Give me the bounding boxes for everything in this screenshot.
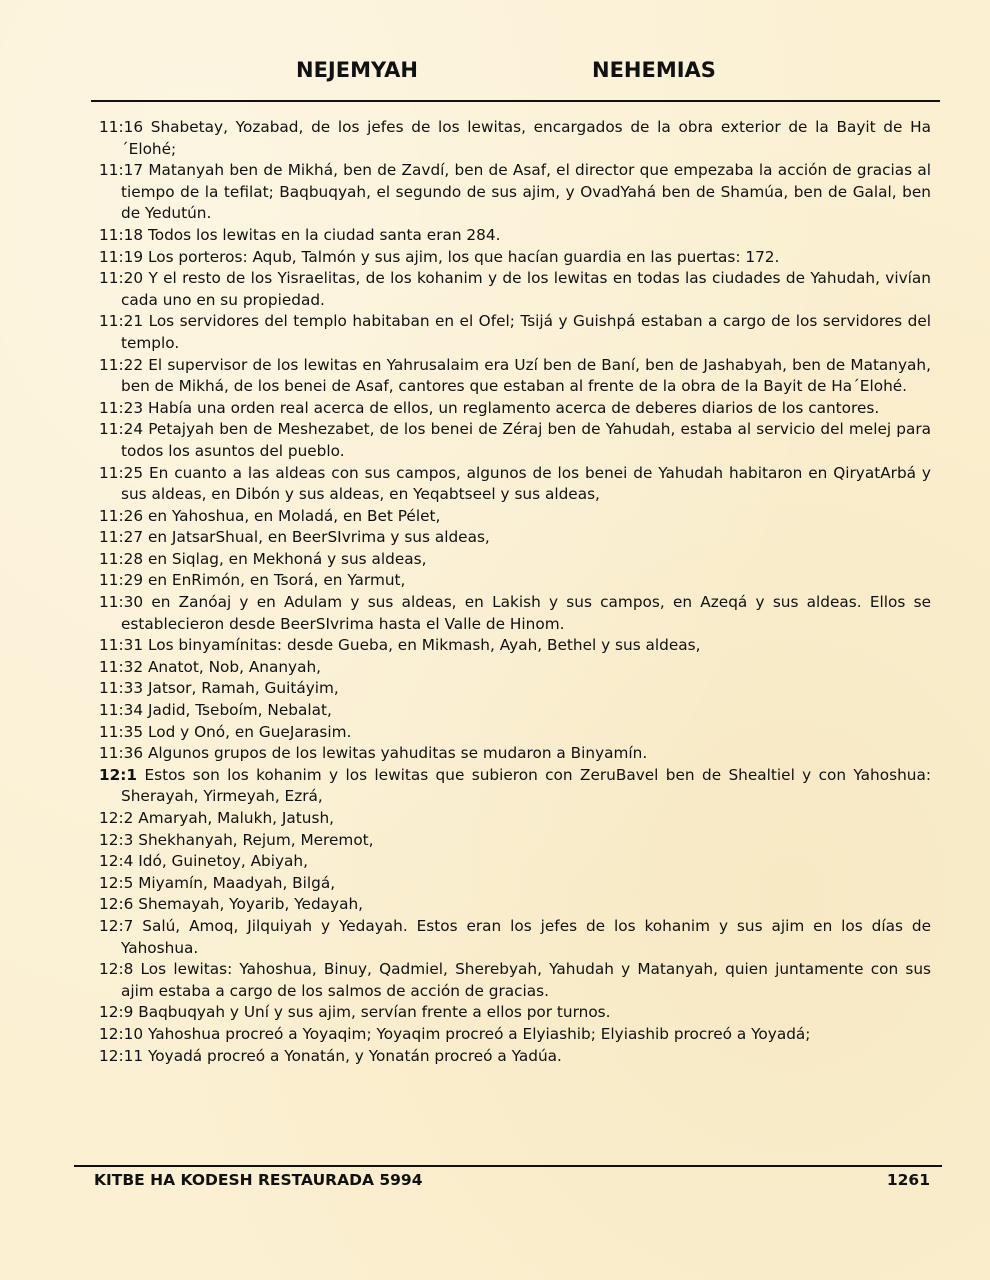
verse (99, 851, 931, 873)
verse-text: Los servidores del templo habitaban en el Ofel; Tsijá y Guishpá estaban a cargo de los servidores del templo. (121, 312, 931, 352)
verse (99, 830, 931, 852)
verse-reference: 11:21 (99, 312, 144, 331)
verse (99, 808, 931, 830)
verse (99, 160, 931, 225)
verse (99, 592, 931, 635)
verse-reference: 12:1 (99, 765, 138, 784)
verse-text: Shekhanyah, Rejum, Meremot, (138, 830, 374, 849)
verse (99, 117, 931, 160)
verse-reference: 11:33 (99, 679, 144, 698)
page-header (0, 58, 990, 92)
verse (99, 225, 931, 247)
verse-text: El supervisor de los lewitas en Yahrusalaim era Uzí ben de Baní, ben de Jashabyah, ben de Matanyah, ben de Mikhá, de los benei de Asaf, cantores que estaban al frente de la obra de la Bayit de Ha´Elohé. (121, 355, 931, 396)
verse (99, 527, 931, 549)
verse (99, 570, 931, 592)
verse-text: Los lewitas: Yahoshua, Binuy, Qadmiel, Sherebyah, Yahudah y Matanyah, quien juntamente con sus ajim estaba a cargo de los salmos de acción de gracias. (121, 960, 931, 1000)
verse-list (99, 117, 931, 1067)
verse-text: En cuanto a las aldeas con sus campos, algunos de los benei de Yahudah habitaron en QiryatArbá y sus aldeas, en Dibón y sus aldeas, en Yeqabtseel y sus aldeas, (121, 463, 931, 504)
verse (99, 355, 931, 398)
verse-reference: 11:35 (99, 722, 144, 741)
verse (99, 894, 931, 916)
verse-text: Shabetay, Yozabad, de los jefes de los lewitas, encargados de la obra exterior de la Bayit de Ha´Elohé; (121, 118, 931, 158)
verse-reference: 11:22 (99, 355, 144, 374)
verse-reference: 11:23 (99, 398, 144, 417)
verse (99, 1046, 931, 1068)
verse (99, 700, 931, 722)
verse-text: Jadid, Tseboím, Nebalat, (147, 701, 332, 720)
verse-reference: 11:29 (99, 571, 144, 590)
verse-text: Y el resto de los Yisraelitas, de los kohanim y de los lewitas en todas las ciudades de Yahudah, vivían cada uno en su propiedad. (121, 269, 931, 309)
verse-reference: 12:3 (99, 830, 134, 849)
verse-reference: 11:28 (99, 549, 144, 568)
verse-reference: 11:30 (99, 593, 144, 612)
verse-text: Los porteros: Aqub, Talmón y sus ajim, los que hacían guardia en las puertas: 172. (147, 247, 780, 266)
verse-reference: 12:10 (99, 1024, 144, 1043)
verse-text: Yoyadá procreó a Yonatán, y Yonatán procreó a Yadúa. (147, 1046, 562, 1065)
verse-text: Miyamín, Maadyah, Bilgá, (138, 873, 336, 892)
verse-reference: 11:26 (99, 506, 144, 525)
verse (99, 311, 931, 354)
verse-text: Los binyamínitas: desde Gueba, en Mikmash, Ayah, Bethel y sus aldeas, (147, 636, 701, 655)
verse-text: Había una orden real acerca de ellos, un reglamento acerca de deberes diarios de los cantores. (147, 398, 880, 417)
verse-reference: 11:16 (99, 118, 144, 136)
verse-reference: 12:11 (99, 1046, 144, 1065)
verse (99, 247, 931, 269)
verse-text: Jatsor, Ramah, Guitáyim, (147, 679, 339, 698)
verse (99, 549, 931, 571)
verse-reference: 11:18 (99, 225, 144, 244)
verse-text: en EnRimón, en Tsorá, en Yarmut, (147, 571, 406, 590)
footer-divider (74, 1165, 942, 1167)
verse-reference: 12:5 (99, 873, 134, 892)
verse-text: en JatsarShual, en BeerSIvrima y sus aldeas, (147, 528, 490, 547)
verse-reference: 11:32 (99, 657, 144, 676)
verse-text: Petajyah ben de Meshezabet, de los benei de Zéraj ben de Yahudah, estaba al servicio del melej para todos los asuntos del pueblo. (121, 420, 931, 460)
verse-text: Matanyah ben de Mikhá, ben de Zavdí, ben de Asaf, el director que empezaba la acción de gracias al tiempo de la tefilat; Baqbuqyah, el segundo de sus ajim, y OvadYahá ben de Shamúa, ben de Galal, ben de Yedutún. (121, 161, 931, 223)
verse-text: Anatot, Nob, Ananyah, (147, 657, 322, 676)
verse-text: Yahoshua procreó a Yoyaqim; Yoyaqim procreó a Elyiashib; Elyiashib procreó a Yoyadá; (147, 1024, 811, 1043)
verse-reference: 11:17 (99, 161, 144, 180)
verse-text: Idó, Guinetoy, Abiyah, (138, 852, 308, 871)
verse (99, 635, 931, 657)
verse-reference: 11:24 (99, 420, 144, 439)
verse-text: Shemayah, Yoyarib, Yedayah, (138, 895, 364, 914)
verse-reference: 12:7 (99, 916, 134, 935)
verse-reference: 12:2 (99, 809, 134, 827)
verse (99, 398, 931, 420)
verse (99, 657, 931, 679)
verse-reference: 12:6 (99, 895, 134, 914)
verse-text: Lod y Onó, en GueJarasim. (147, 722, 352, 741)
page-number: 1261 (886, 1171, 930, 1189)
verse (99, 916, 931, 959)
verse-text: Salú, Amoq, Jilquiyah y Yedayah. Estos eran los jefes de los kohanim y sus ajim en los días de Yahoshua. (121, 916, 931, 957)
verse (99, 268, 931, 311)
spanish-book-title: NEHEMIAS (592, 58, 716, 82)
verse (99, 743, 931, 765)
verse-reference: 12:9 (99, 1003, 134, 1022)
verse-reference: 11:34 (99, 701, 144, 720)
verse-text: Baqbuqyah y Uní y sus ajim, servían frente a ellos por turnos. (138, 1003, 611, 1022)
verse-text: Algunos grupos de los lewitas yahuditas se mudaron a Binyamín. (147, 744, 648, 763)
verse-text: Todos los lewitas en la ciudad santa eran 284. (147, 225, 501, 244)
verse-reference: 11:20 (99, 269, 144, 288)
verse (99, 463, 931, 506)
verse-reference: 11:31 (99, 636, 144, 655)
verse-reference: 11:19 (99, 247, 144, 266)
footer-book-title: KITBE HA KODESH RESTAURADA 5994 (94, 1171, 423, 1189)
verse-reference: 11:27 (99, 528, 144, 547)
verse (99, 506, 931, 528)
verse (99, 1002, 931, 1024)
hebrew-book-title: NEJEMYAH (296, 58, 419, 82)
verse-reference: 12:8 (99, 960, 134, 979)
verse (99, 765, 931, 808)
verse (99, 419, 931, 462)
verse-text: en Zanóaj y en Adulam y sus aldeas, en Lakish y sus campos, en Azeqá y sus aldeas. Ellos se establecieron desde BeerSIvrima hasta el Valle de Hinom. (121, 593, 931, 633)
verse-reference: 12:4 (99, 852, 134, 871)
verse-reference: 11:25 (99, 463, 144, 482)
verse (99, 1024, 931, 1046)
verse (99, 873, 931, 895)
verse-text: en Siqlag, en Mekhoná y sus aldeas, (147, 549, 427, 568)
verse (99, 678, 931, 700)
verse-text: Amaryah, Malukh, Jatush, (138, 809, 335, 827)
verse-reference: 11:36 (99, 744, 144, 763)
verse (99, 722, 931, 744)
header-divider (91, 100, 940, 102)
verse-text: Estos son los kohanim y los lewitas que subieron con ZeruBavel ben de Shealtiel y con Yahoshua: Sherayah, Yirmeyah, Ezrá, (121, 765, 931, 806)
verse (99, 959, 931, 1002)
verse-text: en Yahoshua, en Moladá, en Bet Pélet, (147, 506, 441, 525)
